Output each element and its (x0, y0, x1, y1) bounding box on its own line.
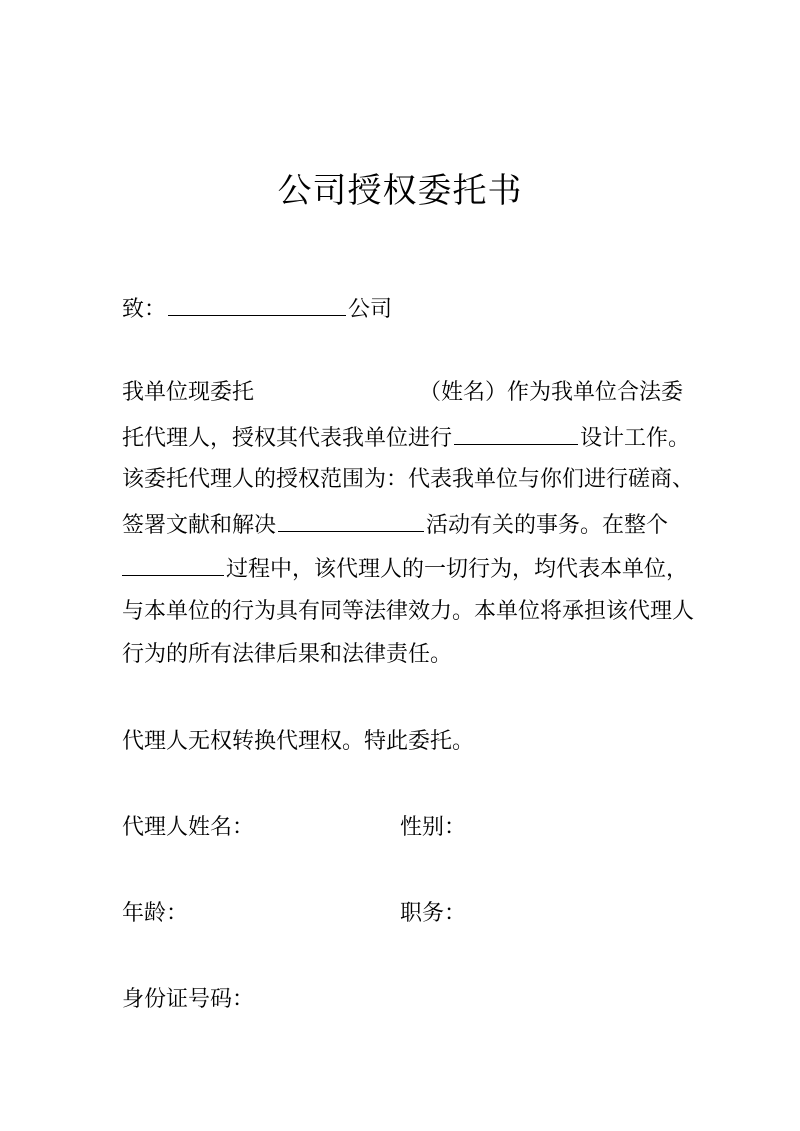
agent-name-label: 代理人姓名： (122, 815, 255, 840)
statement-text: 代理人无权转换代理权。特此委托。 (122, 729, 475, 754)
statement-line (122, 727, 474, 757)
paragraph-line-6 (122, 597, 694, 627)
para1-l5-b: 过程中，该代理人的一切行为，均代表本单位， (226, 557, 689, 582)
para1-l2-b: 设计工作。 (580, 426, 691, 451)
gender-label: 性别： (400, 815, 467, 840)
para1-l4-a: 签署文献和解决 (122, 513, 277, 538)
para1-l2-a: 托代理人，授权其代表我单位进行 (122, 426, 453, 451)
para1-l4-b: 活动有关的事务。在整个 (426, 513, 669, 538)
id-number-field[interactable] (122, 985, 254, 1015)
age-label: 年龄： (122, 901, 189, 926)
para1-l1-b: （姓名）作为我单位合法委 (419, 380, 684, 405)
paragraph-line-2 (122, 422, 690, 454)
para1-l1-a: 我单位现委托 (122, 380, 255, 405)
age-field[interactable] (122, 899, 188, 929)
para1-l7: 行为的所有法律后果和法律责任。 (122, 642, 453, 667)
project-blank[interactable] (454, 422, 578, 445)
paragraph-line-3 (122, 465, 694, 495)
process-blank[interactable] (122, 553, 224, 576)
position-label: 职务： (400, 901, 467, 926)
para1-l6: 与本单位的行为具有同等法律效力。本单位将承担该代理人 (122, 599, 695, 624)
recipient-company-blank[interactable] (168, 293, 346, 316)
paragraph-line-1 (122, 378, 683, 408)
recipient-suffix: 公司 (348, 297, 393, 322)
paragraph-line-7 (122, 640, 452, 670)
activity-blank[interactable] (278, 509, 424, 532)
agent-name-field[interactable] (122, 813, 254, 843)
para1-l3: 该委托代理人的授权范围为：代表我单位与你们进行磋商、 (122, 467, 695, 492)
gender-field[interactable] (400, 813, 466, 843)
position-field[interactable] (400, 899, 466, 929)
recipient-line (122, 293, 392, 325)
id-number-label: 身份证号码： (122, 987, 255, 1012)
document-title: 公司授权委托书 (277, 171, 523, 211)
recipient-prefix: 致： (122, 297, 167, 322)
paragraph-line-4 (122, 509, 668, 541)
paragraph-line-5 (122, 553, 688, 585)
